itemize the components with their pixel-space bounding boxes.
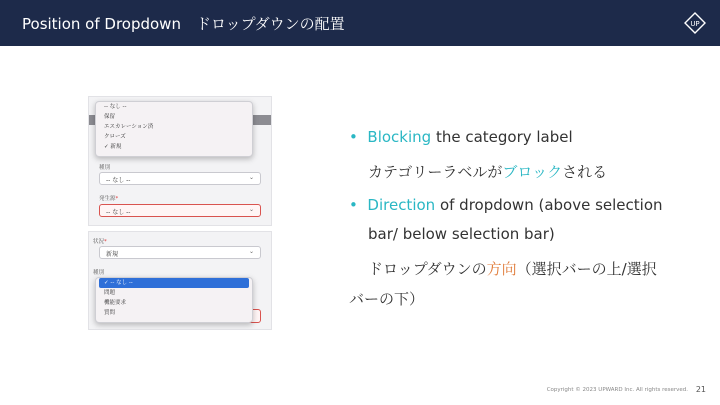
- bullet-2-jp-highlight: 方向: [486, 260, 517, 278]
- dropdown-option[interactable]: 保留: [104, 114, 116, 120]
- field-label-source: 発生源*: [99, 196, 119, 202]
- field-label-status: 状況*: [93, 239, 107, 245]
- type-select[interactable]: [99, 172, 261, 185]
- copyright-text: Copyright © 2023 UPWARD Inc. All rights reserved.: [546, 387, 688, 393]
- dropdown-option-selected[interactable]: ✓ -- なし --: [99, 278, 249, 288]
- bullet-2-line2: bar/ below selection bar): [368, 225, 555, 243]
- field-label-type: 種別: [99, 165, 111, 171]
- dropdown-list-above: [95, 101, 253, 157]
- bullet-1-jp-text-end: される: [562, 163, 608, 181]
- dropdown-option[interactable]: 問題: [104, 290, 116, 296]
- dropdown-option[interactable]: -- なし --: [104, 104, 127, 110]
- status-select[interactable]: [99, 246, 261, 259]
- upward-logo-icon: [684, 12, 706, 34]
- bullet-dot-icon: •: [349, 196, 358, 214]
- bullet-2: [349, 196, 663, 214]
- bullet-2-jp: [368, 258, 657, 279]
- dropdown-option[interactable]: エスカレーション済: [104, 124, 154, 130]
- dropdown-option[interactable]: ✓ 新規: [104, 144, 122, 150]
- chevron-down-icon: ⌄: [248, 248, 254, 255]
- bullet-1-jp: [368, 161, 607, 182]
- status-select-value: 新規: [106, 251, 119, 258]
- field-label-type: 種別: [93, 270, 105, 276]
- dropdown-option[interactable]: 質問: [104, 310, 116, 316]
- slide-title: Position of Dropdown ドロップダウンの配置: [22, 15, 345, 33]
- dropdown-list-below: [95, 277, 253, 323]
- bullet-2-jp-text-end: （選択バーの上/選択: [516, 260, 657, 278]
- bullet-2-jp-line2: バーの下）: [349, 290, 425, 308]
- bullet-1-highlight: Blocking: [367, 128, 432, 146]
- screenshot-dropdown-above: [88, 96, 272, 226]
- bullet-1-jp-highlight: ブロック: [502, 163, 563, 181]
- dropdown-option[interactable]: 機能要求: [104, 300, 127, 306]
- source-select[interactable]: [99, 204, 261, 217]
- dropdown-option[interactable]: クローズ: [104, 134, 126, 140]
- screenshot-dropdown-below: [88, 231, 272, 330]
- bullet-1: [349, 128, 573, 146]
- bullet-2-text: of dropdown (above selection: [435, 196, 663, 214]
- svg-text:UP: UP: [690, 20, 700, 28]
- chevron-down-icon: ⌄: [248, 174, 254, 181]
- chevron-down-icon: ⌄: [248, 206, 254, 213]
- bullet-2-jp-text: ドロップダウンの: [368, 260, 487, 278]
- page-number: 21: [695, 385, 706, 394]
- bullet-2-highlight: Direction: [367, 196, 436, 214]
- type-select-value: -- なし --: [106, 177, 131, 184]
- source-select-value: -- なし --: [106, 209, 131, 216]
- bullet-1-jp-text: カテゴリーラベルが: [368, 163, 503, 181]
- slide-header: [0, 0, 720, 46]
- bullet-dot-icon: •: [349, 128, 358, 146]
- bullet-1-text: the category label: [431, 128, 573, 146]
